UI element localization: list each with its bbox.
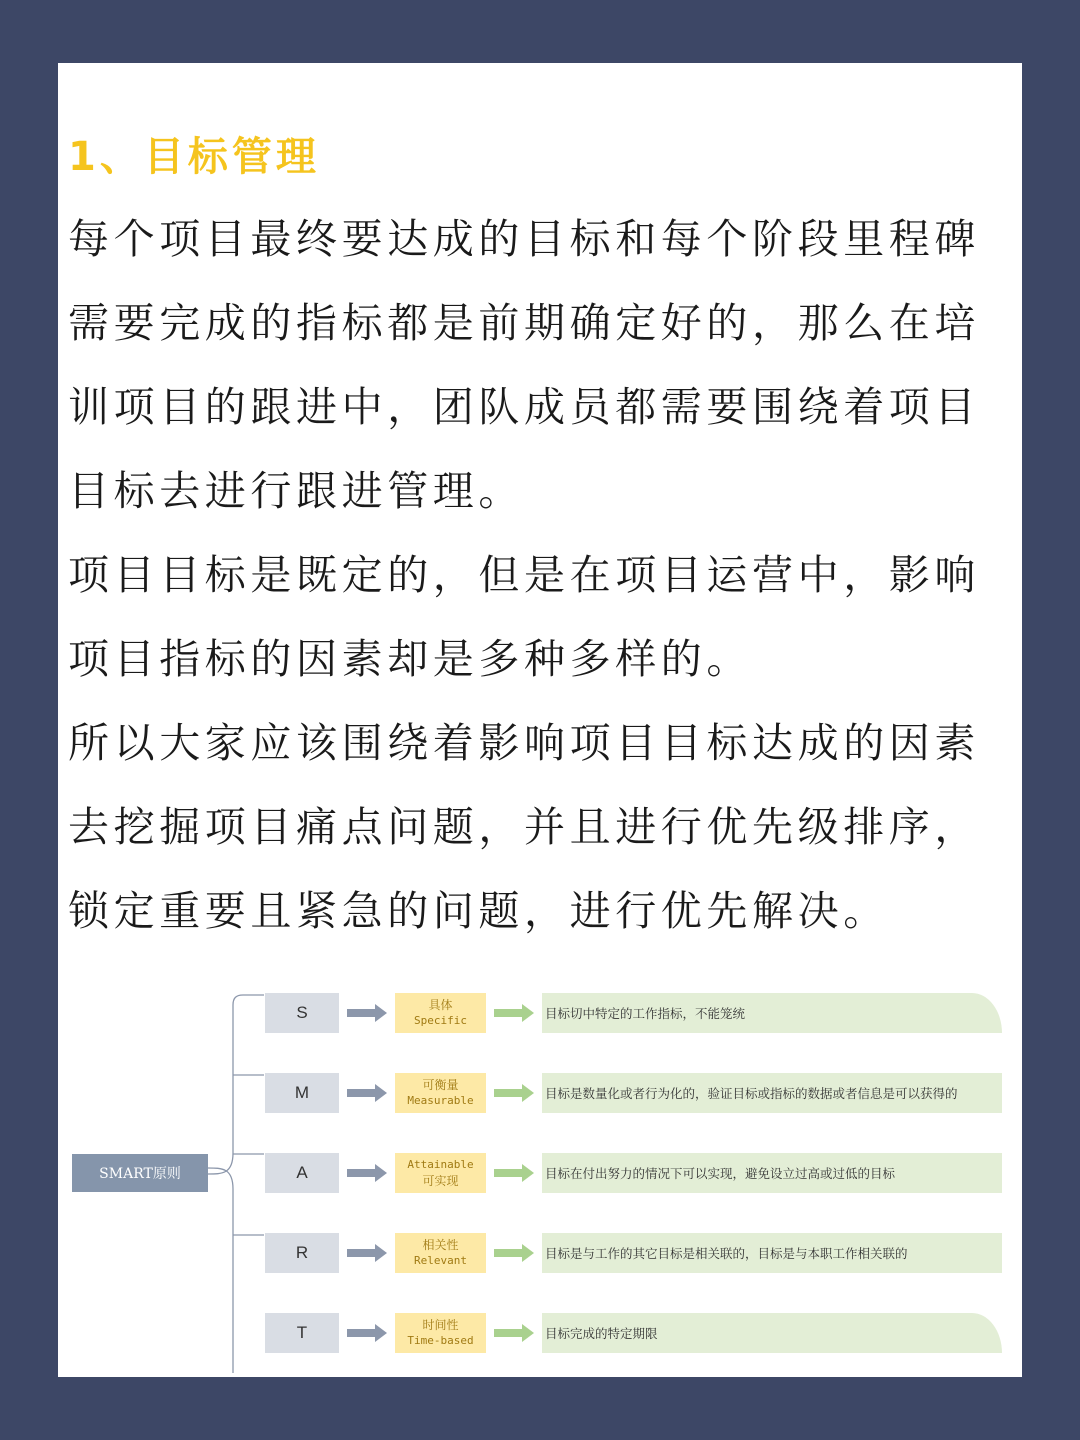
arrow-right-icon — [494, 1083, 536, 1107]
arrow-right-icon — [494, 1163, 536, 1187]
smart-row-m — [58, 1073, 1022, 1115]
paragraph-1 — [68, 197, 1008, 533]
smart-name-cn: 可实现 — [422, 1174, 459, 1188]
arrow-right-icon — [347, 1083, 389, 1107]
smart-description: 目标在付出努力的情况下可以实现，避免设立过高或过低的目标 — [542, 1153, 1002, 1193]
smart-name-cn: 时间性 — [422, 1318, 459, 1332]
smart-root-node: SMART原则 — [72, 1154, 208, 1192]
smart-letter: R — [265, 1233, 339, 1273]
smart-name — [395, 1153, 486, 1193]
paragraph-line: 项目目标是既定的，但是在项目运营中，影响 — [68, 551, 980, 599]
arrow-right-icon — [494, 1083, 536, 1103]
smart-description: 目标是数量化或者行为化的，验证目标或指标的数据或者信息是可以获得的 — [542, 1073, 1002, 1113]
smart-letter: S — [265, 993, 339, 1033]
smart-row-a — [58, 1153, 1022, 1195]
arrow-right-icon — [347, 1323, 389, 1347]
arrow-right-icon — [347, 1163, 389, 1183]
smart-name-cn: 具体 — [428, 998, 453, 1012]
smart-description: 目标是与工作的其它目标是相关联的，目标是与本职工作相关联的 — [542, 1233, 1002, 1273]
smart-name — [395, 1073, 486, 1113]
smart-row-r — [58, 1233, 1022, 1275]
smart-name-cn: 可衡量 — [422, 1078, 459, 1092]
arrow-right-icon — [494, 1003, 536, 1023]
arrow-right-icon — [347, 1243, 389, 1263]
smart-name — [395, 1313, 486, 1353]
content-card — [58, 63, 1022, 1377]
arrow-right-icon — [347, 1243, 389, 1267]
arrow-right-icon — [347, 1003, 389, 1027]
arrow-right-icon — [494, 1323, 536, 1343]
paragraph-line: 去挖掘项目痛点问题，并且进行优先级排序， — [68, 803, 980, 851]
arrow-right-icon — [347, 1323, 389, 1343]
smart-name-en: Attainable — [407, 1158, 474, 1171]
arrow-right-icon — [494, 1243, 536, 1267]
arrow-right-icon — [494, 1163, 536, 1183]
section-heading: 1、目标管理 — [68, 134, 320, 180]
paragraph-line: 锁定重要且紧急的问题，进行优先解决。 — [68, 887, 889, 935]
arrow-right-icon — [347, 1003, 389, 1023]
arrow-right-icon — [494, 1003, 536, 1027]
smart-name-cn: 相关性 — [422, 1238, 459, 1252]
smart-row-t — [58, 1313, 1022, 1355]
paragraph-line: 训项目的跟进中，团队成员都需要围绕着项目 — [68, 383, 980, 431]
smart-row-s — [58, 993, 1022, 1035]
smart-diagram — [58, 983, 1022, 1373]
paragraph-3 — [68, 701, 1008, 953]
smart-name-en: Measurable — [407, 1094, 474, 1107]
paragraph-line: 目标去进行跟进管理。 — [68, 467, 524, 515]
paragraph-line: 项目指标的因素却是多种多样的。 — [68, 635, 752, 683]
smart-name-en: Time-based — [407, 1334, 474, 1347]
paragraph-line: 需要完成的指标都是前期确定好的，那么在培 — [68, 299, 980, 347]
arrow-right-icon — [494, 1323, 536, 1347]
smart-name-en: Relevant — [414, 1254, 467, 1267]
smart-description: 目标切中特定的工作指标，不能笼统 — [542, 993, 1002, 1033]
smart-name — [395, 1233, 486, 1273]
smart-description: 目标完成的特定期限 — [542, 1313, 1002, 1353]
paragraph-line: 每个项目最终要达成的目标和每个阶段里程碑 — [68, 215, 980, 263]
smart-letter: A — [265, 1153, 339, 1193]
smart-name-en: Specific — [414, 1014, 467, 1027]
smart-name — [395, 993, 486, 1033]
paragraph-line: 所以大家应该围绕着影响项目目标达成的因素 — [68, 719, 980, 767]
arrow-right-icon — [347, 1083, 389, 1103]
smart-letter: M — [265, 1073, 339, 1113]
smart-letter: T — [265, 1313, 339, 1353]
arrow-right-icon — [347, 1163, 389, 1187]
arrow-right-icon — [494, 1243, 536, 1263]
paragraph-2 — [68, 533, 1008, 701]
